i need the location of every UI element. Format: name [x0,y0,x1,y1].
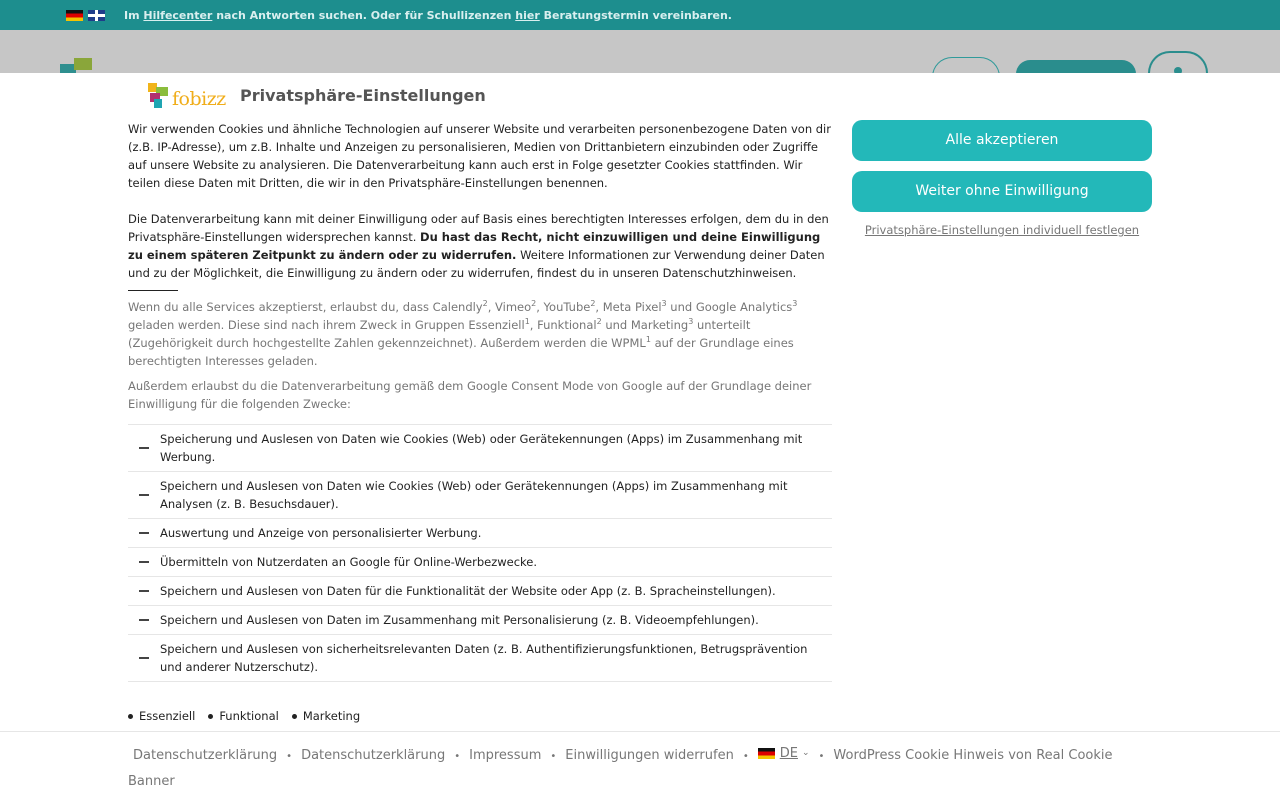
dash-icon [139,657,149,659]
dialog-footer [0,731,1280,800]
intro-paragraph: Wir verwenden Cookies und ähnliche Technologien auf unserer Website und verarbeiten personenbezogene Daten von dir (z.B. IP-Adresse), um z.B. Inhalte und Anzeigen zu personalisieren, Medien von Drittanbietern einzubinden oder Zugriffe auf unsere Website zu analysieren. Die Datenverarbeitung kann auch erst in Folge gesetzter Cookies stattfinden. Wir teilen diese Daten mit Dritten, die wir in den Privatsphäre-Einstellungen benennen. [128,122,831,190]
legal-basis-paragraph: Die Datenverarbeitung kann mit deiner Einwilligung oder auf Basis eines berechtigten Interesses erfolgen, dem du in den Privatsphäre-Einstellungen widersprechen kannst. Du hast das Recht, nicht einzuwilligen und deine Einwilligung zu einem späteren Zeitpunkt zu ändern oder zu widerrufen. Weitere Informationen zur Verwendung deiner Daten und zu der Möglichkeit, die Einwilligung zu ändern oder zu widerrufen, findest du in unseren Datenschutzhinweisen. [128,212,829,280]
bullet-icon [208,714,213,719]
chevron-down-icon: ⌄ [801,748,810,758]
dialog-content [128,120,832,723]
header-filled-button [1016,60,1136,74]
german-flag-icon[interactable] [66,10,83,21]
group-essential: Essenziell [128,709,195,723]
real-cookie-banner-link[interactable]: WordPress Cookie Hinweis von Real Cookie Banner [128,748,1113,789]
fobizz-logo [148,82,226,110]
individual-settings-link[interactable]: Privatsphäre-Einstellungen individuell festlegen [864,223,1140,237]
german-flag-icon [758,748,775,759]
purpose-item: Speichern und Auslesen von Daten wie Cookies (Web) oder Gerätekennungen (Apps) im Zusammenhang mit Analysen (z. B. Besuchsdauer). [128,472,832,519]
dash-icon [139,561,149,563]
dash-icon [139,590,149,592]
dash-icon [139,619,149,621]
uk-flag-icon[interactable] [88,10,105,21]
announcement-suffix: Beratungstermin vereinbaren. [543,8,732,22]
privacy-policy-link-2[interactable]: Datenschutzerklärung [301,748,446,763]
purpose-item: Speichern und Auslesen von Daten für die Funktionalität der Website oder App (z. B. Spracheinstellungen). [128,577,832,606]
divider [128,290,178,291]
fobizz-logo-icon [148,83,170,109]
services-paragraph: Wenn du alle Services akzeptierst, erlaubst du, dass Calendly$^2$, Vimeo$^2$, YouTube$^2$, Meta Pixel$^3$ und Google Analytics$^3$ geladen werden. Diese sind nach ihrem Zweck in Gruppen Essenziell$^1$, Funktional$^2$ und Marketing$^3$ unterteilt (Zugehörigkeit durch hochgestellte Zahlen gekennzeichnet). Außerdem werden die WPML$^1$ auf der Grundlage eines berechtigten Interesses geladen. [128,299,798,368]
bullet-icon [128,714,133,719]
dash-icon [139,447,149,449]
footer-links: Datenschutzerklärung • Datenschutzerklärung • Impressum • Einwilligungen widerrufen • DE ⌄ • WordPress Cookie Hinweis von Real Cookie Banner [128,741,1158,794]
purpose-item: Übermitteln von Nutzerdaten an Google für Online-Werbezwecke. [128,548,832,577]
language-selector[interactable]: DE ⌄ [758,741,810,766]
dialog-title: Privatsphäre-Einstellungen [240,86,486,105]
purpose-item: Speichern und Auslesen von sicherheitsrelevanten Daten (z. B. Authentifizierungsfunktionen, Betrugsprävention und anderer Nutzerschutz). [128,635,832,682]
group-functional: Funktional [208,709,279,723]
consultation-link[interactable]: hier [515,8,540,22]
continue-without-consent-button[interactable]: Weiter ohne Einwilligung [852,171,1152,212]
announcement-prefix: Im [124,8,140,22]
privacy-settings-dialog [0,73,1280,800]
service-group-legend [128,709,832,723]
revoke-consent-link[interactable]: Einwilligungen widerrufen [565,748,734,763]
consent-mode-paragraph: Außerdem erlaubst du die Datenverarbeitung gemäß dem Google Consent Mode von Google auf der Grundlage deiner Einwilligung für die folgenden Zwecke: [128,379,812,411]
group-marketing: Marketing [292,709,360,723]
announcement-bar [0,0,1280,30]
imprint-link[interactable]: Impressum [469,748,542,763]
helpcenter-link[interactable]: Hilfecenter [143,8,213,22]
purpose-item: Speichern und Auslesen von Daten im Zusammenhang mit Personalisierung (z. B. Videoempfehlungen). [128,606,832,635]
bullet-icon [292,714,297,719]
announcement-text [124,9,732,22]
consent-purpose-list [128,424,832,682]
accept-all-button[interactable]: Alle akzeptieren [852,120,1152,161]
privacy-policy-link[interactable]: Datenschutzerklärung [133,748,278,763]
dash-icon [139,532,149,534]
right-to-refuse-text: Du hast das Recht, nicht einzuwilligen und deine Einwilligung zu einem späteren Zeitpunkt zu ändern oder zu widerrufen. [128,230,821,262]
purpose-item: Speicherung und Auslesen von Daten wie Cookies (Web) oder Gerätekennungen (Apps) im Zusammenhang mit Werbung. [128,425,832,472]
announcement-middle: nach Antworten suchen. Oder für Schullizenzen [216,8,512,22]
dialog-actions [852,120,1152,237]
dash-icon [139,494,149,496]
user-account-icon [1148,51,1208,73]
site-header-background [0,30,1280,73]
purpose-item: Auswertung und Anzeige von personalisierter Werbung. [128,519,832,548]
fobizz-logo-text: fobizz [172,88,226,110]
